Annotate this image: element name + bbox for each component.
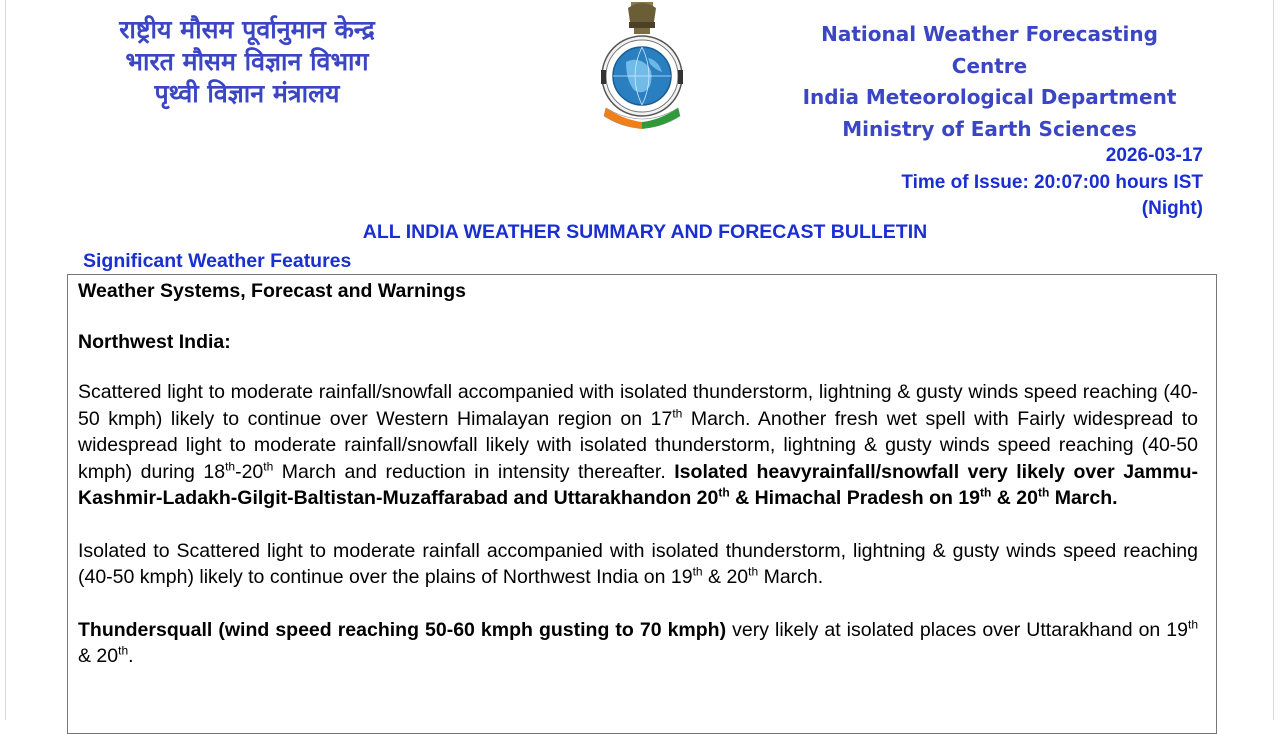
paragraph-3: [78, 617, 1198, 670]
p2-text-a: Isolated to Scattered light to moderate rainfall accompanied with isolated thunderstorm, lightning & gusty winds speed reaching (40-50 kmph) likely to continue over the plains of Northwest India on 19: [78, 539, 1198, 588]
issue-info: [901, 143, 1203, 223]
paragraph-1: [78, 379, 1198, 512]
p1-bsup-c: th: [1037, 485, 1050, 500]
issue-time: Time of Issue: 20:07:00 hours IST: [901, 171, 1203, 193]
issue-period: (Night): [1141, 198, 1203, 219]
p1-sup-b: th: [225, 459, 236, 473]
issue-date: 2026-03-17: [1105, 145, 1203, 166]
paragraph-2: [78, 538, 1198, 591]
p1-bold-b: & Himachal Pradesh on 19: [729, 487, 981, 509]
p2-text-c: March.: [758, 566, 824, 588]
p3-text-c: .: [128, 645, 134, 667]
p1-bsup-b: th: [980, 485, 992, 500]
english-line-1: National Weather Forecasting Centre: [821, 22, 1158, 78]
bulletin-title: ALL INDIA WEATHER SUMMARY AND FORECAST BULLETIN: [362, 221, 928, 243]
english-line-3: Ministry of Earth Sciences: [842, 116, 1137, 141]
p1-bsup-a: th: [718, 485, 730, 500]
p1-text-d: March and reduction in intensity thereafter.: [273, 460, 675, 483]
p1-text-b: March. Another fresh wet spell with Fairly widespread to widespread light to moderate rainfall/snowfall likely with isolated thunderstorm, lightning & gusty winds speed reaching (40-50 kmph) during 18: [78, 407, 1199, 483]
p2-sup-b: th: [748, 564, 759, 579]
bulletin-content: [78, 278, 1198, 696]
p1-text-c: -20: [235, 460, 264, 483]
p3-sup-a: th: [1188, 617, 1199, 631]
p3-text-b: & 20: [78, 645, 119, 667]
p3-text-a: very likely at isolated places over Uttarakhand on 19: [726, 618, 1188, 641]
hindi-line-3: पृथ्वी विज्ञान मंत्रालय: [154, 79, 340, 108]
p1-bold-d: March.: [1049, 487, 1118, 509]
english-header: [792, 19, 1187, 145]
content-heading: Weather Systems, Forecast and Warnings: [78, 280, 466, 302]
p2-text-b: & 20: [702, 566, 749, 588]
imd-emblem-icon: [598, 0, 686, 136]
hindi-header: [92, 14, 402, 110]
english-line-2: India Meteorological Department: [802, 85, 1177, 109]
region-heading: Northwest India:: [78, 330, 231, 353]
hindi-line-2: भारत मौसम विज्ञान विभाग: [125, 47, 369, 76]
p1-text-a: Scattered light to moderate rainfall/snowfall accompanied with isolated thunderstorm, lightning & gusty winds speed reaching (40-50 kmph) likely to continue over Western Himalayan region on 17: [78, 381, 1198, 430]
p2-sup-a: th: [692, 564, 703, 579]
hindi-line-1: राष्ट्रीय मौसम पूर्वानुमान केन्द्र: [119, 15, 375, 44]
p1-bold-a: Isolated heavyrainfall/snowfall very likely over Jammu-Kashmir-Ladakh-Gilgit-Baltistan-Muzaffarabad and Uttarakhandon 20: [78, 460, 1198, 509]
p3-bold: Thundersquall (wind speed reaching 50-60 kmph gusting to 70 kmph): [78, 618, 727, 641]
p1-sup-a: th: [672, 406, 683, 420]
p1-sup-c: th: [263, 459, 274, 473]
p3-sup-b: th: [118, 643, 129, 658]
section-title: Significant Weather Features: [83, 250, 352, 272]
p1-bold-c: & 20: [991, 487, 1038, 509]
